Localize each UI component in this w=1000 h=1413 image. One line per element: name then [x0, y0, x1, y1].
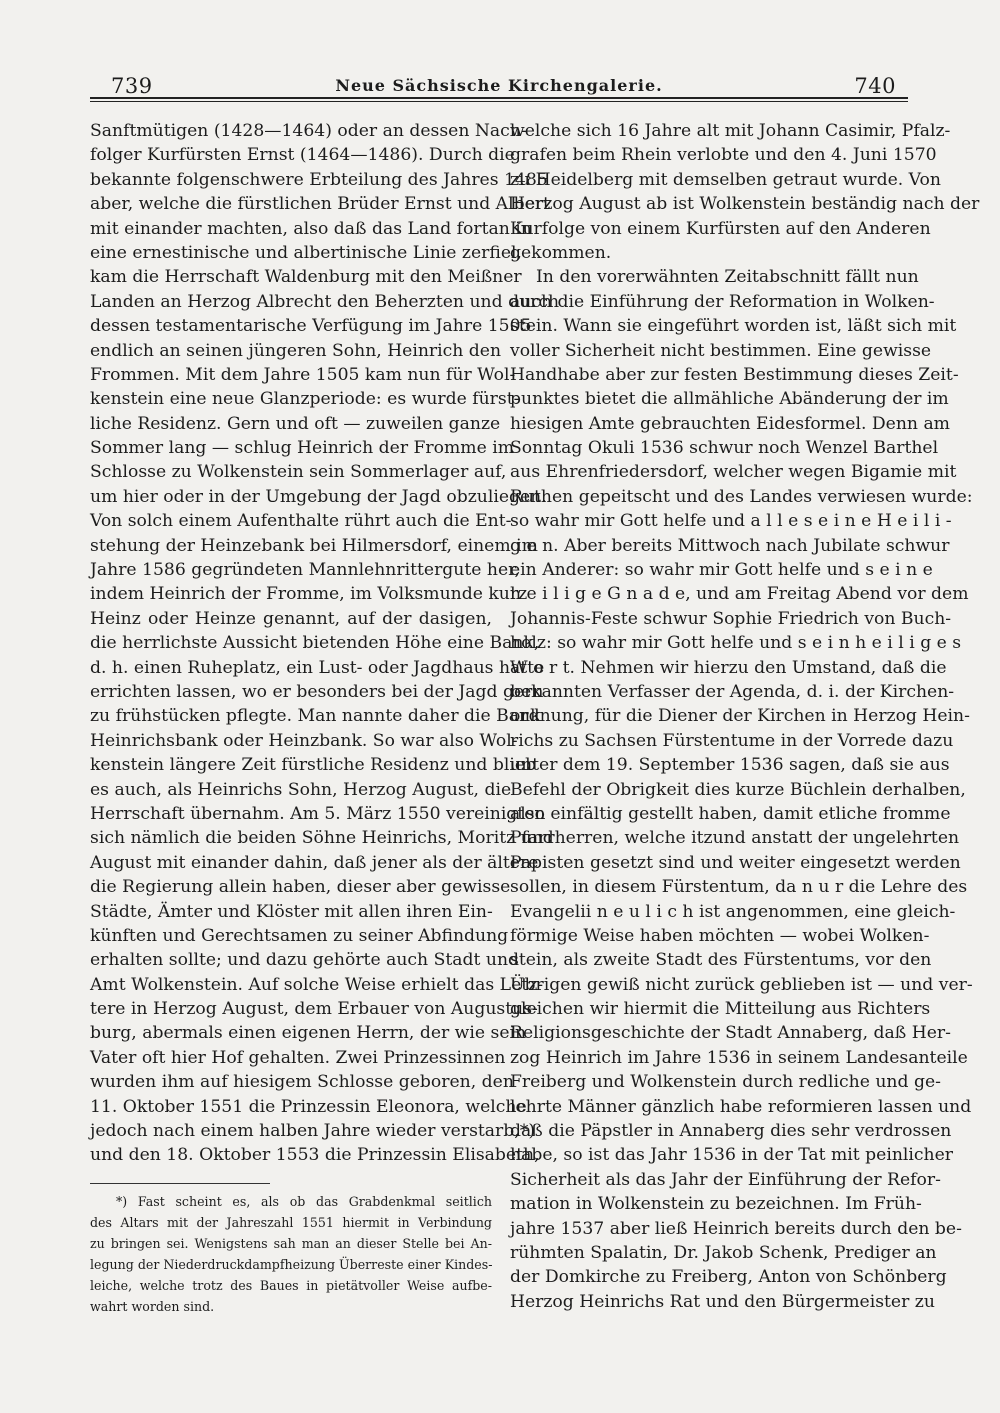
right-column [510, 119, 980, 1314]
text-line: folger Kurfürsten Ernst (1464—1486). Durch die [90, 145, 515, 166]
text-line: tere in Herzog August, dem Erbauer von Augustus- [90, 999, 538, 1020]
text-line: künften und Gerechtsamen zu seiner Abfindung [90, 925, 509, 946]
text-line: aber, welche die fürstlichen Brüder Ernst und Albert [90, 194, 550, 215]
text-line: sollen, in diesem Fürstentum, da n u r die Lehre des [510, 877, 968, 898]
header-rule-thick [90, 97, 908, 99]
text-line: stein, als zweite Stadt des Fürstentums, vor den [510, 950, 932, 971]
header-rule-thin [90, 101, 908, 102]
text-line: Kurfolge von einem Kurfürsten auf den Anderen [510, 218, 931, 239]
text-line: Von solch einem Aufenthalte rührt auch die Ent- [90, 511, 512, 532]
text-line: punktes bietet die allmähliche Abänderung der im [510, 389, 949, 410]
left-column [90, 119, 560, 1168]
text-line: Sommer lang — schlug Heinrich der Fromme im [90, 438, 515, 459]
text-line: Freiberg und Wolkenstein durch redliche und ge- [510, 1072, 941, 1093]
text-line: die Regierung allein haben, dieser aber gewisse [90, 877, 511, 898]
text-line: und den 18. Oktober 1553 die Prinzessin Elisabeth, [90, 1145, 540, 1166]
text-line: Städte, Ämter und Klöster mit allen ihren Ein- [90, 901, 493, 922]
text-line: Übrigen gewiß nicht zurück geblieben ist — und ver- [510, 974, 973, 995]
text-line: d. h. einen Ruheplatz, ein Lust- oder Jagdhaus hatte [90, 657, 545, 678]
right-page-number: 740 [854, 74, 896, 98]
text-line: mit einander machten, also daß das Land fortan in [90, 218, 532, 239]
text-line: Landen an Herzog Albrecht den Beherzten und durch [90, 291, 560, 312]
text-line: August mit einander dahin, daß jener als der ältere [90, 852, 539, 873]
text-line: voller Sicherheit nicht bestimmen. Eine gewisse [510, 340, 932, 361]
footnote-rule [90, 1183, 270, 1184]
text-line: jedoch nach einem halben Jahre wieder verstarb,*) [90, 1121, 536, 1142]
text-line: errichten lassen, wo er besonders bei der Jagd gern [90, 681, 544, 702]
text-line: Papisten gesetzt sind und weiter eingesetzt werden [510, 852, 961, 873]
text-line: In den vorerwähnten Zeitabschnitt fällt nun [536, 267, 919, 288]
text-line: welche sich 16 Jahre alt mit Johann Casimir, Pfalz- [510, 121, 951, 141]
text-line: Ruthen gepeitscht und des Landes verwiesen wurde: [510, 486, 973, 507]
running-title: Neue Sächsische Kirchengalerie. [335, 76, 663, 95]
text-line: hiesigen Amte gebrauchten Eidesformel. Denn am [510, 413, 950, 434]
text-line: Herzog Heinrichs Rat und den Bürgermeister zu [510, 1291, 935, 1312]
text-line: erhalten sollte; und dazu gehörte auch Stadt und [90, 950, 520, 971]
text-line: dessen testamentarische Verfügung im Jahre 1505 [90, 316, 532, 337]
left-page-number: 739 [111, 74, 153, 98]
text-line: gleichen wir hiermit die Mitteilung aus Richters [510, 999, 931, 1020]
text-line: es auch, als Heinrichs Sohn, Herzog August, die [90, 779, 512, 800]
text-line: W o r t. Nehmen wir hierzu den Umstand, daß die [510, 657, 947, 678]
text-line: Sonntag Okuli 1536 schwur noch Wenzel Barthel [510, 438, 939, 459]
text-line: um hier oder in der Umgebung der Jagd obzuliegen. [90, 486, 547, 507]
text-line: h e i l i g e G n a d e, und am Freitag Abend vor dem [510, 584, 969, 605]
text-line: Befehl der Obrigkeit dies kurze Büchlein derhalben, [510, 779, 966, 800]
text-line: aus Ehrenfriedersdorf, welcher wegen Bigamie mit [510, 462, 957, 483]
text-line: ein Anderer: so wahr mir Gott helfe und s e i n e [510, 560, 933, 581]
text-line: legung der Niederdruckdampfheizung Überreste einer Kindes- [90, 1257, 493, 1272]
text-line: stein. Wann sie eingeführt worden ist, läßt sich mit [510, 316, 957, 337]
text-line: Handhabe aber zur festen Bestimmung dieses Zeit- [510, 364, 959, 385]
text-line: endlich an seinen jüngeren Sohn, Heinrich den [90, 340, 502, 361]
text-line: gekommen. [510, 242, 612, 263]
text-line: zu frühstücken pflegte. Man nannte daher die Bank [90, 706, 541, 727]
text-line: grafen beim Rhein verlobte und den 4. Juni 1570 [510, 145, 937, 166]
text-line: Vater oft hier Hof gehalten. Zwei Prinzessinnen [90, 1047, 506, 1068]
text-line: *) Fast scheint es, als ob das Grabdenkmal seitlich [116, 1194, 492, 1209]
text-line: bekannte folgenschwere Erbteilung des Jahres 1485 [90, 169, 548, 190]
text-line: Religionsgeschichte der Stadt Annaberg, daß Her- [510, 1023, 951, 1044]
page-header [90, 66, 908, 100]
text-line: Heinrichsbank oder Heinzbank. So war also Wol- [90, 730, 518, 751]
text-line: richs zu Sachsen Fürstentume in der Vorrede dazu [510, 730, 954, 751]
text-line: Heinz oder Heinze genannt, auf der dasigen, [90, 608, 492, 629]
text-line: Herzog August ab ist Wolkenstein beständig nach der [510, 194, 980, 215]
text-line: zu Heidelberg mit demselben getraut wurde. Von [510, 169, 941, 190]
text-line: kenstein längere Zeit fürstliche Residenz und blieb [90, 755, 537, 776]
text-line: indem Heinrich der Fromme, im Volksmunde kurz [90, 584, 528, 605]
text-line: Sanftmütigen (1428—1464) oder an dessen Nach- [90, 121, 527, 141]
text-line: Evangelii n e u l i c h ist angenommen, eine gleich- [510, 901, 956, 922]
text-line: bekannten Verfasser der Agenda, d. i. der Kirchen- [510, 681, 955, 702]
text-line: jahre 1537 aber ließ Heinrich bereits durch den be- [510, 1218, 962, 1239]
text-line: Pfarrherren, welche itzund anstatt der ungelehrten [510, 828, 960, 849]
text-line: förmige Weise haben möchten — wobei Wolken- [510, 925, 930, 946]
text-line: holz: so wahr mir Gott helfe und s e i n h e i l i g e s [510, 633, 962, 654]
text-line: der Domkirche zu Freiberg, Anton von Schönberg [510, 1267, 947, 1288]
text-line: Frommen. Mit dem Jahre 1505 kam nun für Wol- [90, 364, 516, 385]
footnote [90, 1191, 492, 1317]
text-line: Johannis-Feste schwur Sophie Friedrich von Buch- [510, 608, 952, 629]
text-line: zu bringen sei. Wenigstens sah man an dieser Stelle bei An- [90, 1236, 492, 1251]
text-line: Jahre 1586 gegründeten Mannlehnrittergute her, [90, 560, 520, 581]
text-line: mation in Wolkenstein zu bezeichnen. Im Früh- [510, 1194, 922, 1215]
text-line: die herrlichste Aussicht bietenden Höhe eine Bank, [90, 633, 540, 654]
text-line: so wahr mir Gott helfe und a l l e s e i n e H e i l i - [510, 511, 952, 532]
text-line: Amt Wolkenstein. Auf solche Weise erhielt das Letz- [90, 974, 544, 995]
text-line: unter dem 19. September 1536 sagen, daß sie aus [510, 755, 950, 776]
text-line: rühmten Spalatin, Dr. Jakob Schenk, Prediger an [510, 1242, 937, 1263]
text-line: g e n. Aber bereits Mittwoch nach Jubilate schwur [510, 535, 950, 556]
text-line: wahrt worden sind. [90, 1299, 215, 1314]
text-line: Schlosse zu Wolkenstein sein Sommerlager auf, [90, 462, 507, 483]
text-line: auch die Einführung der Reformation in Wolken- [510, 291, 935, 312]
text-line: lehrte Männer gänzlich habe reformieren lassen und [510, 1096, 972, 1117]
text-line: leiche, welche trotz des Baues in pietätvoller Weise aufbe- [90, 1278, 492, 1293]
text-line: Sicherheit als das Jahr der Einführung der Refor- [510, 1169, 941, 1190]
text-line: des Altars mit der Jahreszahl 1551 hiermit in Verbindung [90, 1215, 492, 1230]
text-line: eine ernestinische und albertinische Linie zerfiel, [90, 242, 522, 263]
text-line: burg, abermals einen eigenen Herrn, der wie sein [90, 1023, 527, 1044]
text-line: habe, so ist das Jahr 1536 in der Tat mit peinlicher [510, 1145, 953, 1166]
text-line: sich nämlich die beiden Söhne Heinrichs, Moritz und [90, 828, 554, 849]
text-line: zog Heinrich im Jahre 1536 in seinem Landesanteile [510, 1047, 968, 1068]
text-line: stehung der Heinzebank bei Hilmersdorf, einem im [90, 535, 538, 556]
text-line: ordnung, für die Diener der Kirchen in Herzog Hein- [510, 706, 970, 727]
text-line: 11. Oktober 1551 die Prinzessin Eleonora, welche [90, 1096, 527, 1117]
text-line: also einfältig gestellt haben, damit etliche fromme [510, 803, 951, 824]
text-line: kam die Herrschaft Waldenburg mit den Meißner [90, 267, 522, 288]
text-line: liche Residenz. Gern und oft — zuweilen ganze [90, 413, 501, 434]
text-line: wurden ihm auf hiesigem Schlosse geboren, den [90, 1072, 514, 1093]
text-line: Herrschaft übernahm. Am 5. März 1550 vereinigten [90, 803, 546, 824]
text-line: daß die Päpstler in Annaberg dies sehr verdrossen [510, 1121, 952, 1142]
text-line: kenstein eine neue Glanzperiode: es wurde fürst- [90, 389, 520, 410]
